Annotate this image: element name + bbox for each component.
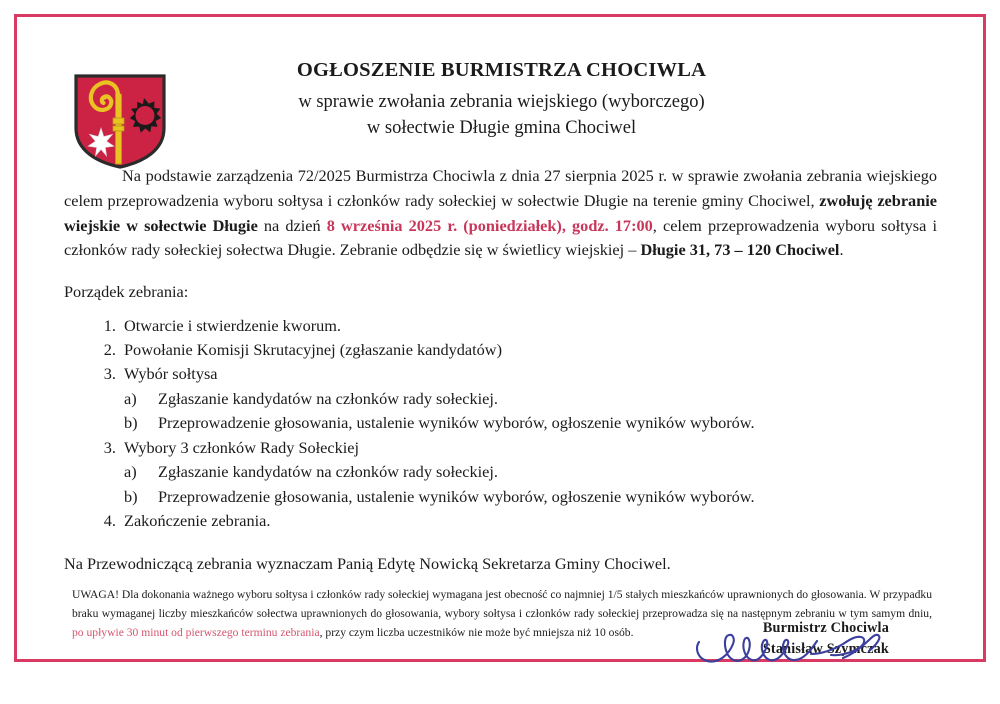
coat-of-arms-icon xyxy=(72,72,168,170)
page-subtitle-line-2: w sołectwie Długie gmina Chociwel xyxy=(366,118,637,139)
agenda-subitem-text: Zgłaszanie kandydatów na członków rady sołeckiej. xyxy=(158,462,498,482)
document-header xyxy=(64,44,939,144)
agenda-item xyxy=(64,338,939,361)
agenda-subitem-text: Przeprowadzenie głosowania, ustalenie wyników wyborów, ogłoszenie wyników wyborów. xyxy=(158,486,755,506)
agenda-item-marker: 3. xyxy=(103,437,116,457)
main-paragraph-segment-1: Na podstawie zarządzenia 72/2025 Burmistrza Chociwla z dnia 27 sierpnia 2025 r. w sprawie zwołania zebrania wiejskiego celem przeprowadzenia wyboru sołtysa i członków rady sołeckiej w sołectwie Długie na terenie gminy Chociwel, xyxy=(64,166,937,210)
signature-name: Stanisław Szymczak xyxy=(762,641,889,658)
agenda-item xyxy=(64,509,939,532)
agenda-subitem xyxy=(124,411,939,434)
agenda-item-marker: 2. xyxy=(103,339,116,359)
agenda-sublist xyxy=(124,387,939,435)
agenda-subitem-text: Przeprowadzenie głosowania, ustalenie wyników wyborów, ogłoszenie wyników wyborów. xyxy=(158,413,755,433)
agenda-subitem-marker: b) xyxy=(124,413,138,433)
agenda-subitem-marker: a) xyxy=(124,462,137,482)
agenda-item-text: Zakończenie zebrania. xyxy=(124,511,271,531)
agenda-subitem-marker: b) xyxy=(124,486,138,506)
agenda-subitem-text: Zgłaszanie kandydatów na członków rady sołeckiej. xyxy=(158,388,498,408)
footer-note-highlight: po upływie 30 minut od pierwszego terminu zebrania xyxy=(72,625,320,639)
agenda-item-marker: 1. xyxy=(103,315,116,335)
agenda-item-text: Wybory 3 członków Rady Sołeckiej xyxy=(124,437,360,457)
main-paragraph-segment-2: na dzień xyxy=(257,215,327,235)
agenda-item-text: Powołanie Komisji Skrutacyjnej (zgłaszanie kandydatów) xyxy=(124,339,502,359)
page-subtitle-line-1: w sprawie zwołania zebrania wiejskiego (wyborczego) xyxy=(298,91,705,112)
agenda-item-marker: 4. xyxy=(103,511,116,531)
footer-note-segment-2: , przy czym liczba uczestników nie może być mniejsza niż 10 osób. xyxy=(319,625,634,639)
agenda-subitem xyxy=(124,387,939,410)
main-paragraph-bold-1: zwołuję zebranie wiejskie w sołectwie Długie xyxy=(64,190,938,235)
agenda-sublist xyxy=(124,460,939,508)
agenda-subitem xyxy=(124,485,939,508)
agenda-item xyxy=(64,362,939,434)
main-paragraph-segment-3: , celem przeprowadzenia wyboru sołtysa i członków rady sołeckiej sołectwa Długie. Zebranie odbędzie się w świetlicy wiejskiej – xyxy=(64,215,937,260)
agenda-item-text: Wybór sołtysa xyxy=(124,364,218,384)
closing-paragraph: Na Przewodniczącą zebrania wyznaczam Panią Edytę Nowicką Sekretarza Gminy Chociwel. xyxy=(64,553,671,573)
agenda-item-text: Otwarcie i stwierdzenie kworum. xyxy=(124,315,342,335)
meeting-address-bold: Długie 31, 73 – 120 Chociwel xyxy=(640,240,840,260)
main-paragraph xyxy=(64,164,939,263)
title-group xyxy=(64,44,939,142)
agenda-subitem-marker: a) xyxy=(124,388,137,408)
page-title: OGŁOSZENIE BURMISTRZA CHOCIWLA xyxy=(296,59,707,81)
agenda-item xyxy=(64,314,939,337)
footer-note xyxy=(72,586,932,642)
agenda-subitem xyxy=(124,460,939,483)
agenda-list xyxy=(64,314,939,533)
signature-role: Burmistrz Chociwla xyxy=(762,620,889,637)
main-paragraph-segment-4: . xyxy=(839,240,844,260)
agenda-heading: Porządek zebrania: xyxy=(64,282,189,302)
meeting-datetime-highlight: 8 września 2025 r. (poniedziałek), godz. 17:00 xyxy=(326,215,653,235)
agenda-item xyxy=(64,436,939,508)
agenda-item-marker: 3. xyxy=(103,364,116,384)
footer-note-segment-1: UWAGA! Dla dokonania ważnego wyboru sołtysa i członków rady sołeckiej wymagana jest obecność co najmniej 1/5 stałych mieszkańców uprawnionych do głosowania. W przypadku braku wymaganej liczby mieszkańców sołectwa uprawnionych do głosowania, wybory sołtysa i członków rady sołeckiej przeprowadza się na następnym zebraniu w tym samym dniu, xyxy=(72,588,932,620)
